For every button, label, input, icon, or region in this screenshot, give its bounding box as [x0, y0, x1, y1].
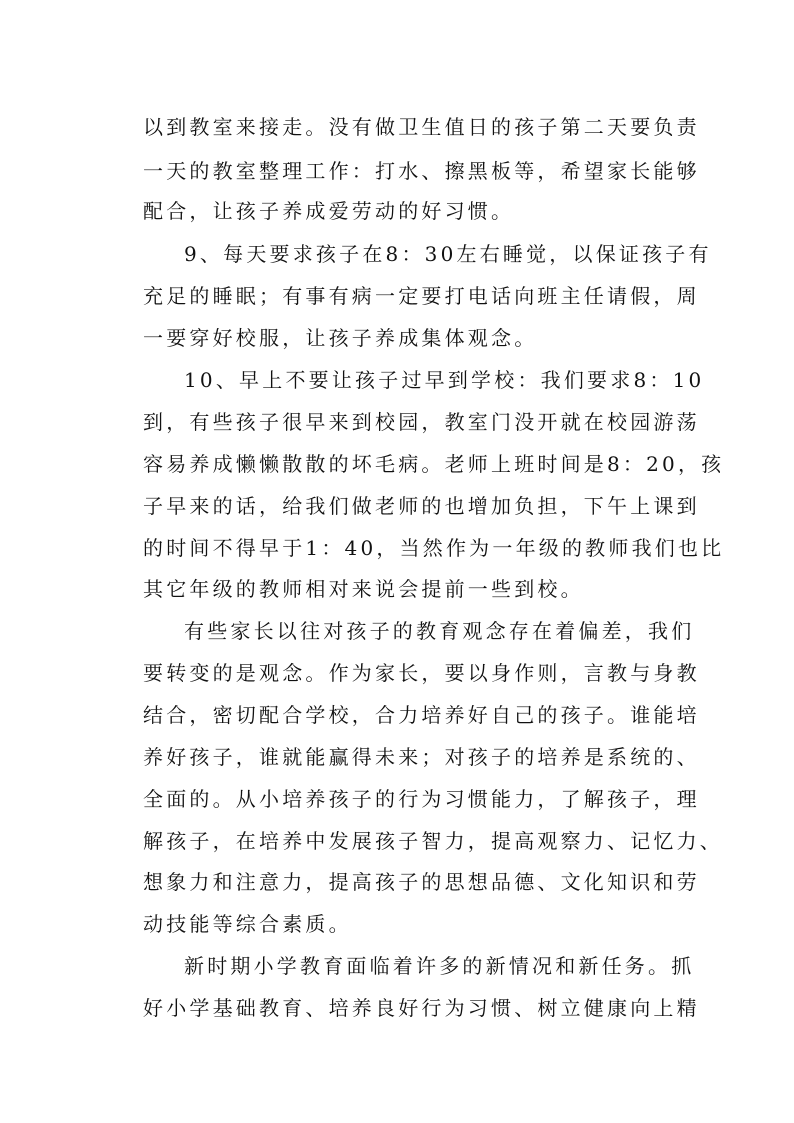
paragraph-start-line: 有些家长以往对孩子的教育观念存在着偏差，我们	[184, 619, 695, 643]
text-line: 想象力和注意力，提高孩子的思想品德、文化知识和劳	[143, 870, 700, 894]
text-line: 其它年级的教师相对来说会提前一些到校。	[143, 577, 584, 601]
text-line: 配合，让孩子养成爱劳动的好习惯。	[143, 199, 515, 223]
text-line: 充足的睡眠；有事有病一定要打电话向班主任请假，周	[143, 284, 700, 308]
text-line: 结合，密切配合学校，合力培养好自己的孩子。谁能培	[143, 703, 700, 727]
paragraph-start-line: 新时期小学教育面临着许多的新情况和新任务。抓	[184, 954, 695, 978]
paragraph-start-line: 9、每天要求孩子在8：30左右睡觉，以保证孩子有	[184, 242, 712, 266]
text-line: 养好孩子，谁就能赢得未来；对孩子的培养是系统的、	[143, 745, 700, 769]
text-line: 容易养成懒懒散散的坏毛病。老师上班时间是8：20，孩	[143, 452, 725, 476]
paragraph-start-line: 10、早上不要让孩子过早到学校：我们要求8：10	[184, 368, 705, 392]
text-line: 全面的。从小培养孩子的行为习惯能力，了解孩子，理	[143, 787, 700, 811]
text-line: 以到教室来接走。没有做卫生值日的孩子第二天要负责	[143, 115, 700, 139]
text-line: 一要穿好校服，让孩子养成集体观念。	[143, 326, 538, 350]
text-line: 一天的教室整理工作：打水、擦黑板等，希望家长能够	[143, 159, 700, 183]
text-line: 到，有些孩子很早来到校园，教室门没开就在校园游荡	[143, 410, 700, 434]
text-line: 动技能等综合素质。	[143, 912, 352, 936]
text-line: 子早来的话，给我们做老师的也增加负担，下午上课到	[143, 494, 700, 518]
text-line: 解孩子，在培养中发展孩子智力，提高观察力、记忆力、	[143, 829, 723, 853]
text-line: 的时间不得早于1：40，当然作为一年级的教师我们也比	[143, 536, 725, 560]
text-line: 要转变的是观念。作为家长，要以身作则，言教与身教	[143, 661, 700, 685]
text-line: 好小学基础教育、培养良好行为习惯、树立健康向上精	[143, 996, 700, 1020]
